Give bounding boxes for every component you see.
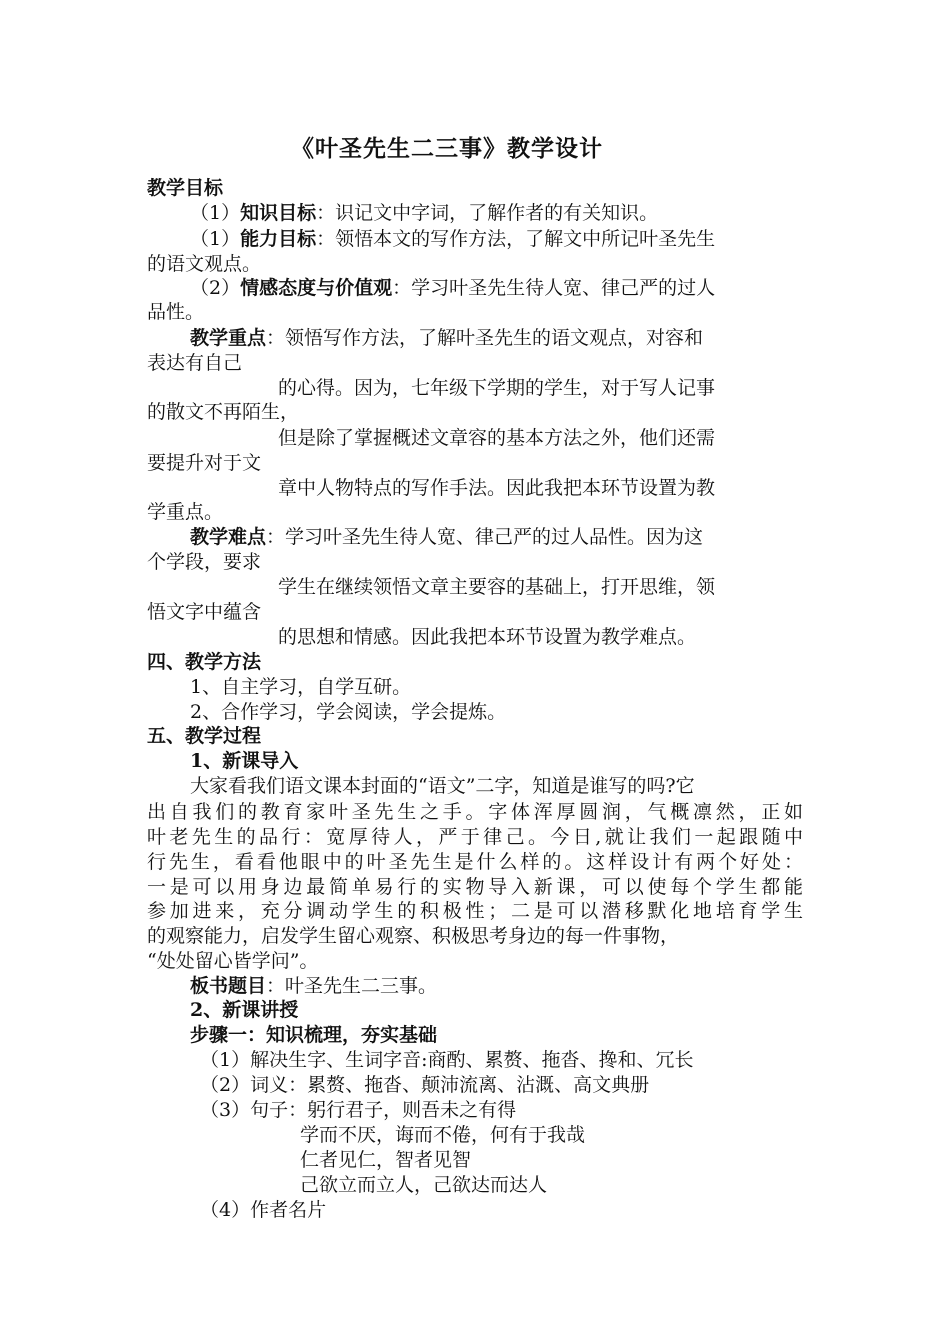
- difficult-point-line2: 个学段，要求: [147, 551, 262, 573]
- lecture-item-1: （1）解决生字、生词字音:商酌、累赘、拖沓、搀和、冗长: [200, 1049, 694, 1071]
- intro-paragraph-line3: 叶老先生的品行：宽厚待人，严于律己。今日,就让我们一起跟随中: [147, 826, 803, 848]
- sentence-2: 仁者见仁，智者见智: [300, 1149, 472, 1171]
- method-item-2: 2、合作学习，学会阅读，学会提炼。: [190, 701, 507, 723]
- key-point-line5: 但是除了掌握概述文章容的基本方法之外，他们还需: [278, 427, 716, 449]
- key-point-label: 教学重点: [190, 327, 267, 349]
- intro-paragraph-line8: “处处留心皆学问”。: [147, 950, 319, 972]
- intro-paragraph-line2: 出自我们的教育家叶圣先生之手。字体浑厚圆润，气概凛然，正如: [147, 801, 803, 823]
- intro-paragraph-line4: 行先生，看看他眼中的叶圣先生是什么样的。这样设计有两个好处：: [147, 851, 803, 873]
- board-title: [190, 974, 437, 998]
- goal-ability-line2: 的语文观点。: [147, 253, 262, 275]
- key-point-line6: 要提升对于文: [147, 452, 262, 474]
- sentence-3: 己欲立而立人，己欲达而达人: [300, 1174, 548, 1196]
- intro-paragraph-line7: 的观察能力，启发学生留心观察、积极思考身边的每一件事物，: [147, 925, 680, 947]
- intro-heading: 1、新课导入: [190, 750, 299, 772]
- key-point-line3: 的心得。因为，七年级下学期的学生，对于写人记事: [278, 377, 716, 399]
- difficult-point-line3: 学生在继续领悟文章主要容的基础上，打开思维，领: [278, 576, 716, 598]
- goal-ability: [190, 227, 715, 251]
- key-point-line2: 表达有自己: [147, 352, 243, 374]
- goal-emotion-label: 情感态度与价值观: [240, 277, 393, 299]
- key-point-line7: 章中人物特点的写作手法。因此我把本环节设置为教: [278, 477, 716, 499]
- method-item-1: 1、自主学习，自学互研。: [190, 676, 412, 698]
- document-title: 《叶圣先生二三事》教学设计: [291, 135, 603, 162]
- intro-paragraph-line1: 大家看我们语文课本封面的“语文”二字，知道是谁写的吗?它: [190, 775, 695, 797]
- key-point-line4: 的散文不再陌生，: [147, 401, 300, 423]
- goal-knowledge-text: ：识记文中字词，了解作者的有关知识。: [316, 202, 659, 224]
- methods-heading: 四、教学方法: [147, 651, 262, 673]
- goal-knowledge-prefix: （1）: [190, 202, 241, 224]
- lecture-item-4: （4）作者名片: [200, 1199, 327, 1221]
- sentence-1: 学而不厌，诲而不倦，何有于我哉: [300, 1124, 586, 1146]
- goal-ability-prefix: （1）: [190, 228, 241, 250]
- goals-heading: 教学目标: [147, 177, 224, 199]
- goal-ability-text: ：领悟本文的写作方法，了解文中所记叶圣先生: [316, 228, 716, 250]
- board-title-text: ：叶圣先生二三事。: [266, 975, 438, 997]
- difficult-point-line5: 的思想和情感。因此我把本环节设置为教学难点。: [278, 626, 697, 648]
- difficult-point-label: 教学难点: [190, 526, 267, 548]
- lecture-heading: 2、新课讲授: [190, 999, 299, 1021]
- goal-emotion-line2: 品性。: [147, 301, 205, 323]
- goal-knowledge: [190, 201, 658, 225]
- goal-emotion: [190, 276, 715, 300]
- intro-paragraph-line6: 参加进来，充分调动学生的积极性；二是可以潜移默化地培育学生: [147, 900, 803, 922]
- board-title-label: 板书题目: [190, 975, 267, 997]
- goal-emotion-prefix: （2）: [190, 277, 241, 299]
- intro-paragraph-line5: 一是可以用身边最简单易行的实物导入新课，可以使每个学生都能: [147, 876, 803, 898]
- goal-emotion-text: ：学习叶圣先生待人宽、律己严的过人: [392, 277, 716, 299]
- step1-heading: 步骤一：知识梳理，夯实基础: [190, 1024, 438, 1046]
- lecture-item-2: （2）词义：累赘、拖沓、颠沛流离、沾溉、高文典册: [200, 1074, 650, 1096]
- goal-ability-label: 能力目标: [240, 228, 317, 250]
- key-point-line8: 学重点。: [147, 501, 224, 523]
- key-point-text: ：领悟写作方法，了解叶圣先生的语文观点，对容和: [266, 327, 704, 349]
- difficult-point-line1: [190, 525, 703, 549]
- process-heading: 五、教学过程: [147, 725, 262, 747]
- key-point-line1: [190, 326, 703, 350]
- lecture-item-3: （3）句子：躬行君子，则吾未之有得: [200, 1099, 517, 1121]
- difficult-point-text: ：学习叶圣先生待人宽、律己严的过人品性。因为这: [266, 526, 704, 548]
- difficult-point-line4: 悟文字中蕴含: [147, 601, 262, 623]
- goal-knowledge-label: 知识目标: [240, 202, 317, 224]
